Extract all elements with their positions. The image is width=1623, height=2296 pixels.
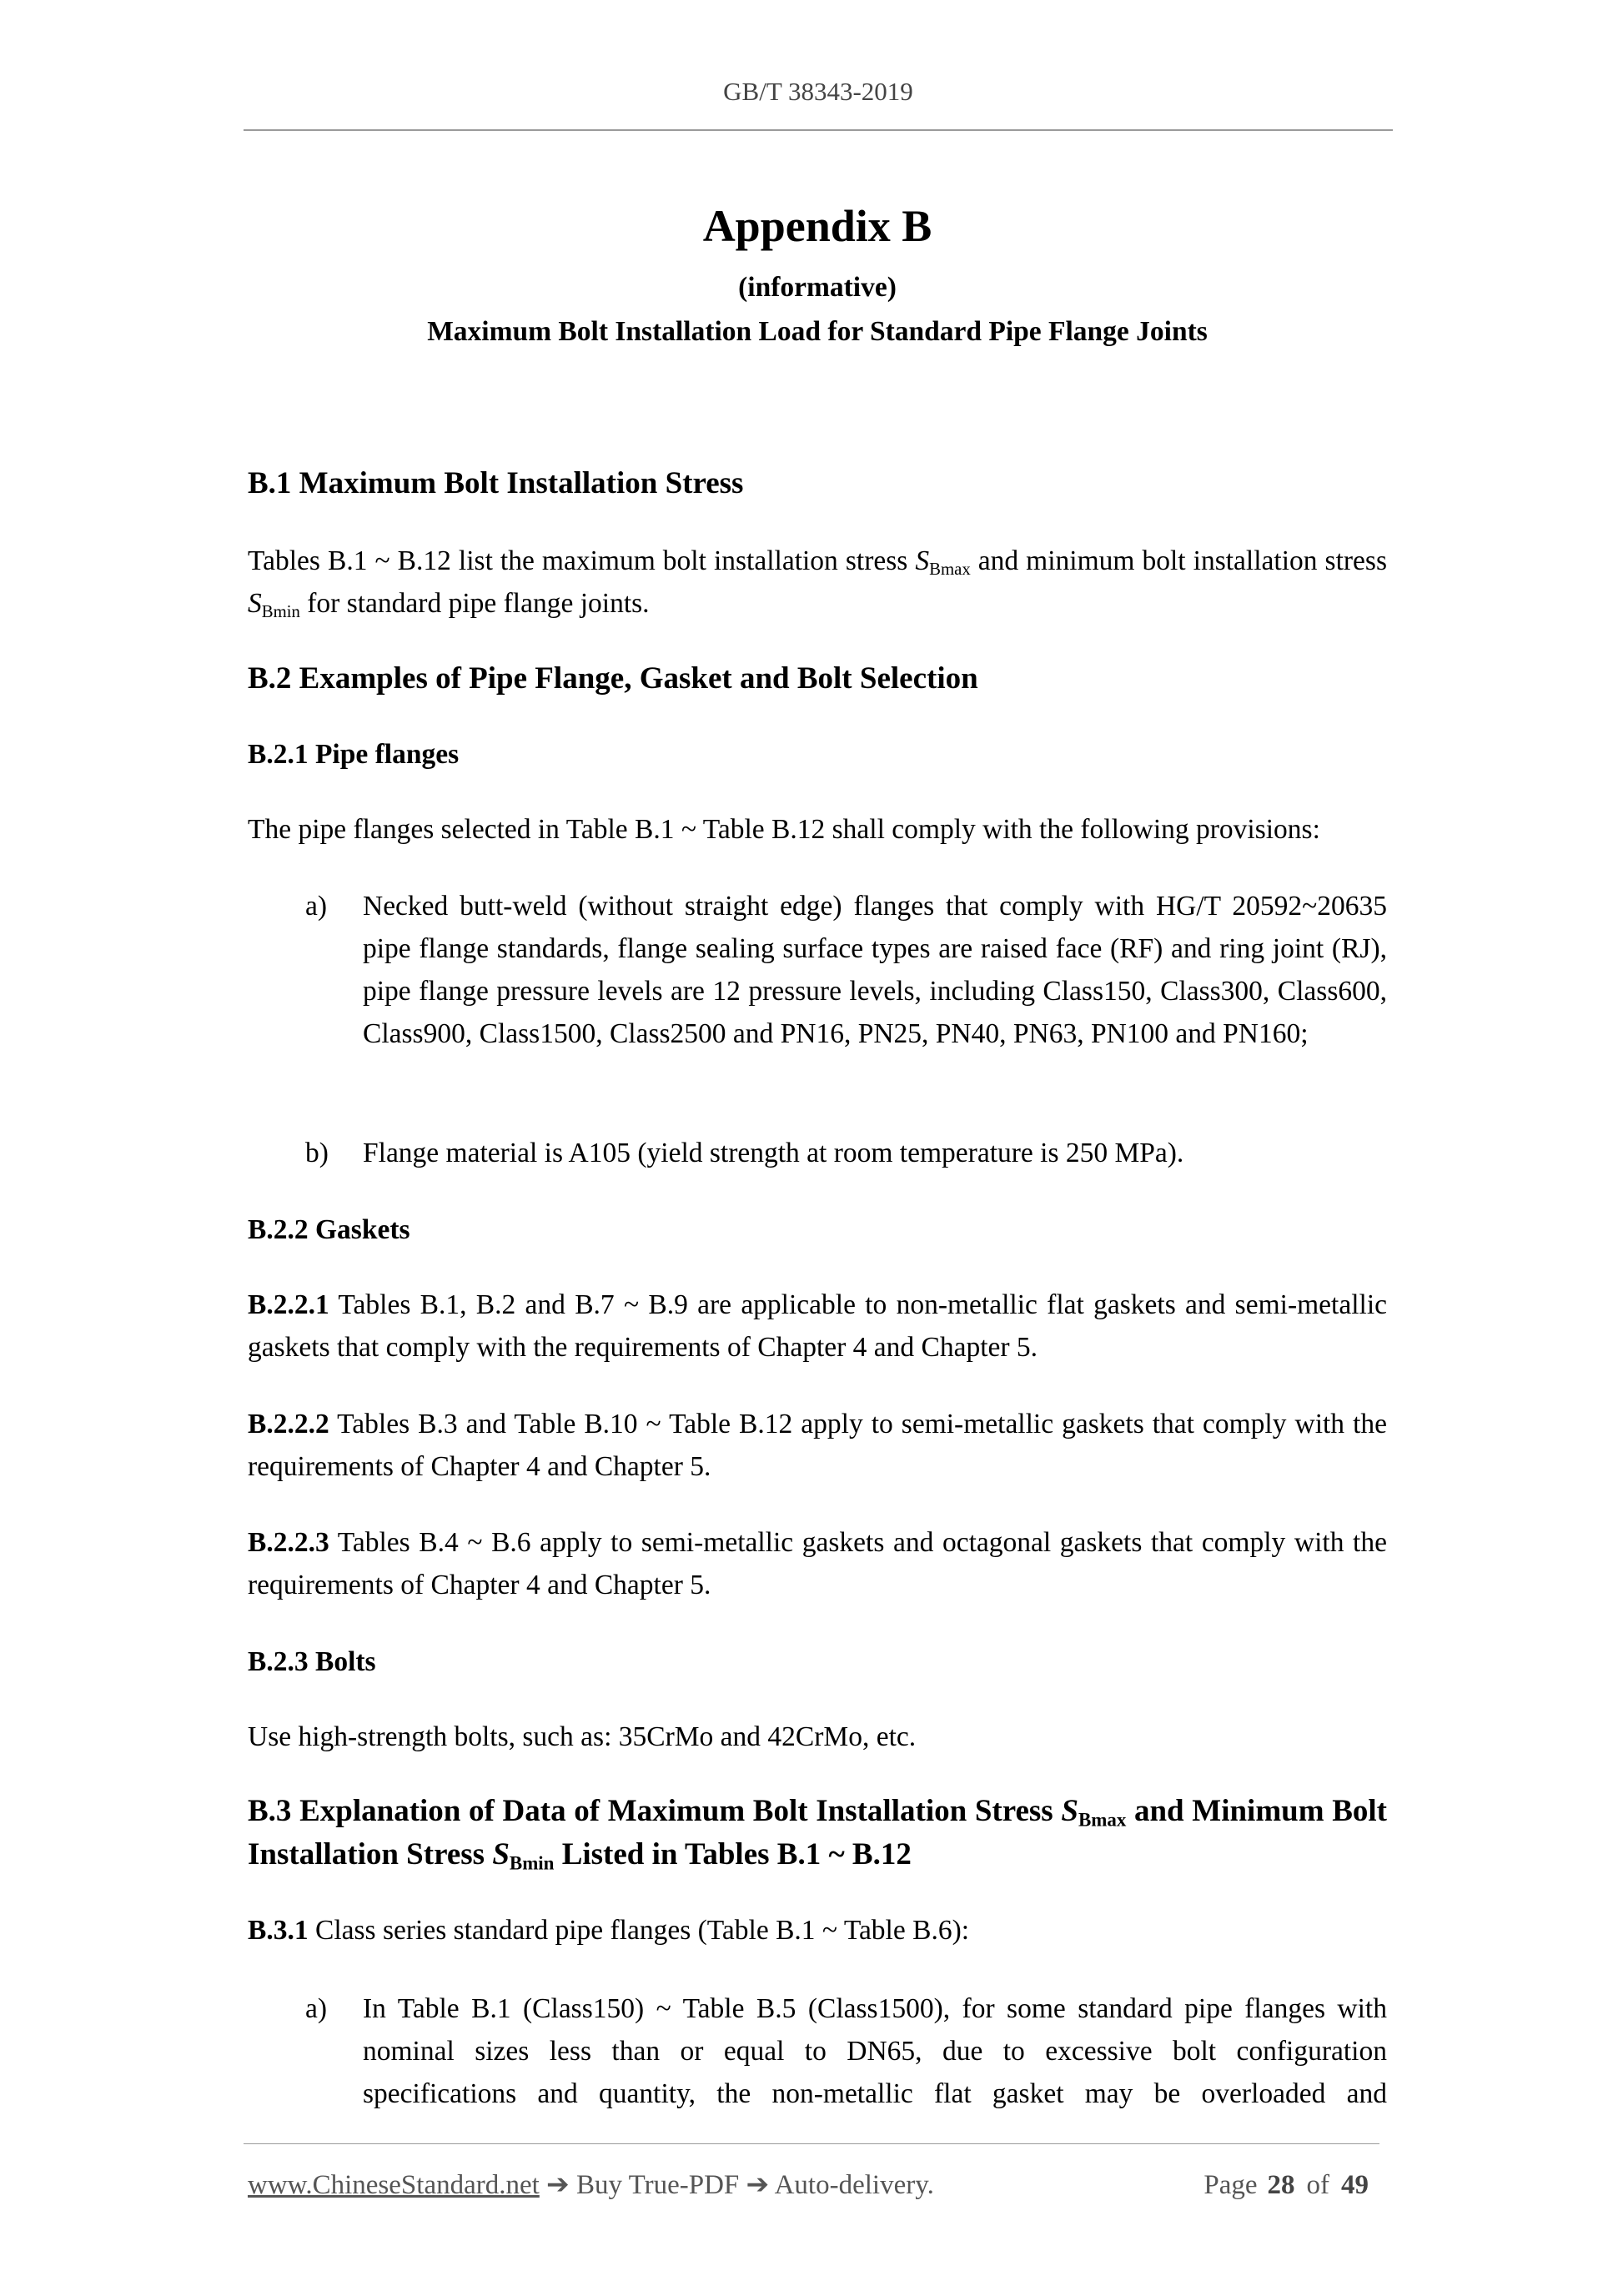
list-marker: b) [305, 1138, 329, 1168]
clause-label: B.2.2.1 [248, 1289, 329, 1320]
list-item [305, 1987, 1387, 2115]
section-b2-3-text: Use high-strength bolts, such as: 35CrMo and 42CrMo, etc. [248, 1721, 917, 1752]
clause-label: B.2.2.3 [248, 1527, 329, 1558]
clause-text: Tables B.4 ~ B.6 apply to semi-metallic gaskets and octagonal gaskets that comply with the requirements of Chapter 4 and Chapter 5. [248, 1527, 1387, 1600]
clause-text: Tables B.3 and Table B.10 ~ Table B.12 apply to semi-metallic gaskets that comply with the requirements of Chapter 4 and Chapter 5. [248, 1409, 1387, 1482]
heading-run: and Minimum Bolt Installation Stress [248, 1794, 1387, 1871]
footer-rule [244, 2143, 1379, 2144]
section-b2-1-intro: The pipe flanges selected in Table B.1 ~ Table B.12 shall comply with the following provisions: [248, 814, 1320, 845]
section-b2-2-heading: B.2.2 Gaskets [248, 1214, 410, 1245]
page-total: 49 [1341, 2170, 1369, 2200]
clause-text: Class series standard pipe flanges (Table B.1 ~ Table B.6): [314, 1915, 970, 1946]
heading-run: Listed in Tables B.1 ~ B.12 [554, 1837, 912, 1871]
appendix-type: (informative) [738, 272, 897, 303]
symbol-s: S [492, 1837, 510, 1871]
page-footer [248, 2167, 1379, 2203]
list-marker: a) [305, 1993, 328, 2024]
subscript-bmin: Bmin [509, 1852, 555, 1874]
clause-b2-2-3 [248, 1521, 1387, 1606]
symbol-s: S [915, 545, 930, 576]
section-b2-3-heading: B.2.3 Bolts [248, 1646, 376, 1677]
list-item [305, 1132, 1387, 1174]
text-run: Tables B.1 ~ B.12 list the maximum bolt installation stress [248, 545, 916, 576]
section-b2-heading: B.2 Examples of Pipe Flange, Gasket and Bolt Selection [248, 661, 978, 696]
footer-tagline: ➔ Buy True-PDF ➔ Auto-delivery. [546, 2170, 934, 2200]
list-item-text: Flange material is A105 (yield strength at room temperature is 250 MPa). [363, 1138, 1184, 1168]
list-item-text: Necked butt-weld (without straight edge) flanges that comply with HG/T 20592~20635 pipe flange standards, flange sealing surface types are raised face (RF) and ring joint (RJ), pipe flange pressure levels are 12 pressure levels, including Class150, Class300, Class600, Class900, Class1500, Class2500 and PN16, PN25, PN40, PN63, PN100 and PN160; [363, 891, 1387, 1049]
section-b1-paragraph [248, 540, 1387, 625]
appendix-subtitle: Maximum Bolt Installation Load for Standard Pipe Flange Joints [427, 316, 1208, 347]
symbol-s: S [248, 588, 262, 619]
section-b3-heading [248, 1790, 1387, 1876]
clause-b2-2-1 [248, 1284, 1387, 1369]
clause-b3-1 [248, 1909, 1387, 1952]
header-rule [244, 129, 1393, 131]
section-b1-heading: B.1 Maximum Bolt Installation Stress [248, 466, 744, 500]
clause-label: B.3.1 [248, 1915, 309, 1946]
page-number: 28 [1267, 2170, 1295, 2200]
subscript-bmax: Bmax [929, 559, 971, 579]
text-run: and minimum bolt installation stress [970, 545, 1387, 576]
subscript-bmax: Bmax [1078, 1809, 1127, 1831]
page-indicator [1203, 2167, 1379, 2203]
clause-label: B.2.2.2 [248, 1409, 329, 1439]
clause-text: Tables B.1, B.2 and B.7 ~ B.9 are applicable to non-metallic flat gaskets and semi-metallic gaskets that comply with the requirements of Chapter 4 and Chapter 5. [248, 1289, 1387, 1363]
clause-b2-2-2 [248, 1403, 1387, 1488]
list-item-text: In Table B.1 (Class150) ~ Table B.5 (Class1500), for some standard pipe flanges with nominal sizes less than or equal to DN65, due to excessive bolt configuration specifications and quantity, the non-metallic flat gasket may be overloaded and [363, 1993, 1387, 2109]
website-link[interactable]: www.ChineseStandard.net [248, 2170, 540, 2200]
section-b2-1-heading: B.2.1 Pipe flanges [248, 739, 460, 770]
of-label: of [1306, 2170, 1329, 2200]
appendix-title: Appendix B [702, 201, 932, 251]
list-marker: a) [305, 891, 328, 922]
heading-run: B.3 Explanation of Data of Maximum Bolt Installation Stress [248, 1794, 1062, 1828]
symbol-s: S [1061, 1794, 1078, 1828]
header-doc-number: GB/T 38343-2019 [723, 77, 913, 106]
page-label: Page [1203, 2170, 1258, 2200]
list-item [305, 885, 1387, 1055]
subscript-bmin: Bmin [261, 601, 300, 621]
text-run: for standard pipe flange joints. [299, 588, 650, 619]
